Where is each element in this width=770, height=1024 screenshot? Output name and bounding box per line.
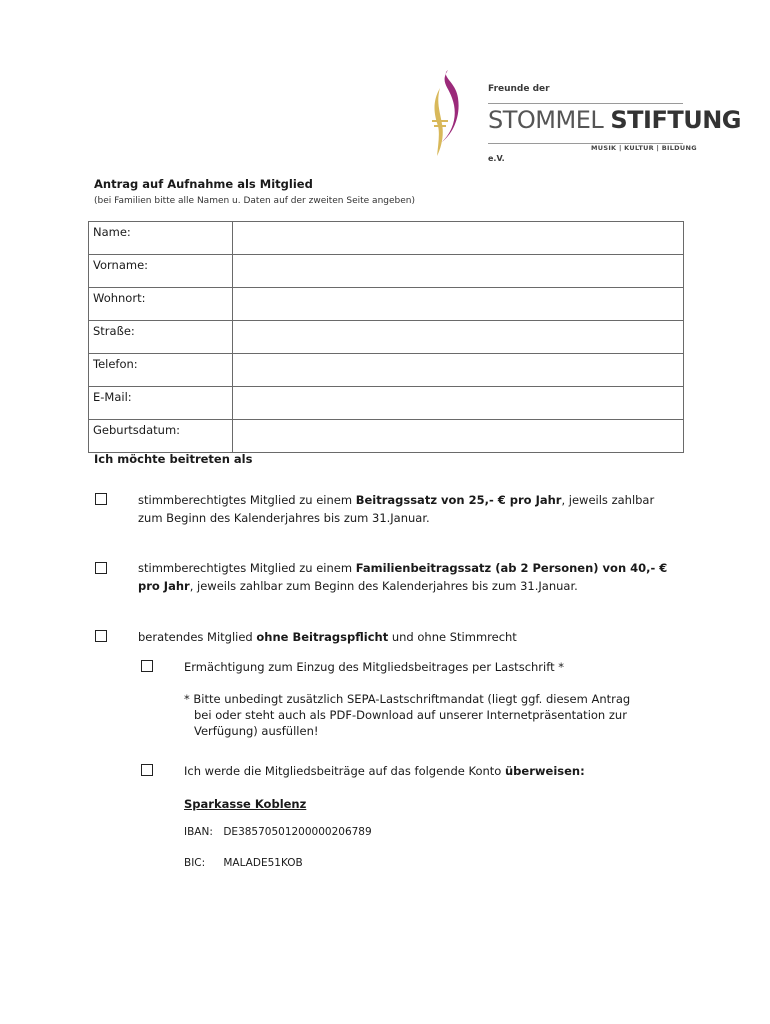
stommel-stiftung-logo <box>428 68 741 168</box>
option-text-bold: Beitragssatz von 25,- € pro Jahr <box>355 493 562 507</box>
wohnort-label: Wohnort: <box>89 288 233 321</box>
strasse-field[interactable] <box>233 321 684 354</box>
option-transfer-text <box>184 762 674 780</box>
strasse-label: Straße: <box>89 321 233 354</box>
option-text: stimmberechtigtes Mitglied zu einem <box>138 493 356 507</box>
logo-rule-top <box>488 103 683 104</box>
bic-row <box>184 857 303 869</box>
option-family-member-checkbox[interactable] <box>95 562 107 574</box>
option-voting-member-checkbox[interactable] <box>95 493 107 505</box>
option-text-bold: pro Jahr <box>138 579 190 593</box>
form-title: Antrag auf Aufnahme als Mitglied <box>94 177 313 191</box>
option-text: beratendes Mitglied <box>138 630 257 644</box>
iban-row <box>184 826 372 838</box>
geburtsdatum-label: Geburtsdatum: <box>89 420 233 453</box>
name-field[interactable] <box>233 222 684 255</box>
option-direct-debit-checkbox[interactable] <box>141 660 153 672</box>
table-row <box>89 387 684 420</box>
table-row <box>89 255 684 288</box>
logo-flame-mark <box>428 68 470 160</box>
geburtsdatum-field[interactable] <box>233 420 684 453</box>
table-row <box>89 354 684 387</box>
email-label: E-Mail: <box>89 387 233 420</box>
iban-label: IBAN: <box>184 826 213 838</box>
sepa-note <box>184 691 674 739</box>
option-text: , jeweils zahlbar zum Beginn des Kalenderjahres bis zum 31.Januar. <box>189 579 578 593</box>
email-field[interactable] <box>233 387 684 420</box>
option-direct-debit-text: Ermächtigung zum Einzug des Mitgliedsbeitrages per Lastschrift * <box>184 660 564 674</box>
option-voting-member-text <box>138 491 678 527</box>
logo-name-bold: STIFTUNG <box>610 106 741 134</box>
bank-name: Sparkasse Koblenz <box>184 797 307 811</box>
option-text-bold: ohne Beitragspflicht <box>256 630 389 644</box>
option-text: , jeweils zahlbar <box>561 493 655 507</box>
bic-label: BIC: <box>184 857 206 869</box>
option-advisory-member-checkbox[interactable] <box>95 630 107 642</box>
telefon-field[interactable] <box>233 354 684 387</box>
membership-section-title: Ich möchte beitreten als <box>94 452 253 466</box>
telefon-label: Telefon: <box>89 354 233 387</box>
table-row <box>89 420 684 453</box>
table-row <box>89 321 684 354</box>
option-text: stimmberechtigtes Mitglied zu einem <box>138 561 356 575</box>
form-subtitle: (bei Familien bitte alle Namen u. Daten auf der zweiten Seite angeben) <box>94 196 415 206</box>
option-text: zum Beginn des Kalenderjahres bis zum 31.Januar. <box>138 511 430 525</box>
option-transfer-checkbox[interactable] <box>141 764 153 776</box>
logo-suffix: e.V. <box>488 154 505 163</box>
option-advisory-member-text <box>138 628 678 646</box>
logo-name-light: STOMMEL <box>488 106 604 134</box>
personal-data-table <box>88 221 684 453</box>
vorname-label: Vorname: <box>89 255 233 288</box>
logo-freunde-text: Freunde der <box>488 84 550 94</box>
option-text-bold: überweisen: <box>505 764 585 778</box>
name-label: Name: <box>89 222 233 255</box>
logo-name <box>488 106 741 134</box>
logo-tagline: MUSIK | KULTUR | BILDUNG <box>591 144 697 152</box>
note-line: * Bitte unbedingt zusätzlich SEPA-Lastschriftmandat (liegt ggf. diesem Antrag <box>184 692 631 706</box>
vorname-field[interactable] <box>233 255 684 288</box>
note-line: bei oder steht auch als PDF-Download auf unserer Internetpräsentation zur <box>194 708 627 722</box>
option-family-member-text <box>138 559 678 595</box>
option-text-bold: Familienbeitragssatz (ab 2 Personen) von 40,- € <box>355 561 668 575</box>
table-row <box>89 288 684 321</box>
iban-value: DE38570501200000206789 <box>223 826 372 838</box>
bic-value: MALADE51KOB <box>223 857 303 869</box>
wohnort-field[interactable] <box>233 288 684 321</box>
note-line: Verfügung) ausfüllen! <box>194 724 319 738</box>
table-row <box>89 222 684 255</box>
option-text: Ich werde die Mitgliedsbeiträge auf das folgende Konto <box>184 764 505 778</box>
option-text: und ohne Stimmrecht <box>388 630 517 644</box>
